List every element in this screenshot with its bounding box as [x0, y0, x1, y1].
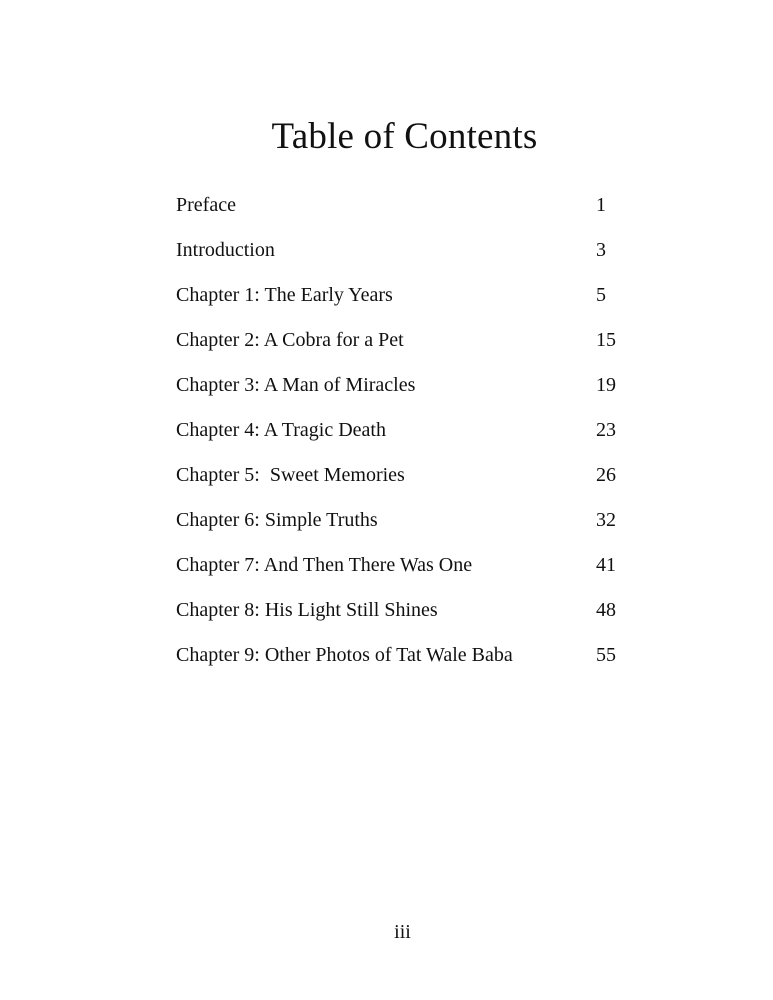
toc-entry-chapter-4	[176, 415, 636, 460]
toc-entry-label: Chapter 9: Other Photos of Tat Wale Baba	[176, 644, 513, 666]
page-title: Table of Contents	[271, 116, 538, 157]
toc-entry-chapter-9	[176, 640, 636, 685]
toc-entry-page: 15	[596, 329, 616, 351]
toc-entry-label: Chapter 1: The Early Years	[176, 284, 393, 306]
toc-entry-chapter-3	[176, 370, 636, 415]
toc-entry-label: Chapter 8: His Light Still Shines	[176, 599, 438, 621]
toc-entry-label: Chapter 2: A Cobra for a Pet	[176, 329, 404, 351]
toc-entry-introduction	[176, 235, 636, 280]
toc-entry-page: 55	[596, 644, 616, 666]
toc-entry-page: 3	[596, 239, 606, 261]
toc-entry-label: Chapter 6: Simple Truths	[176, 509, 378, 531]
table-of-contents	[176, 190, 636, 685]
toc-entry-label: Chapter 3: A Man of Miracles	[176, 374, 416, 396]
toc-entry-chapter-2	[176, 325, 636, 370]
toc-entry-page: 23	[596, 419, 616, 441]
toc-entry-preface	[176, 190, 636, 235]
toc-entry-chapter-1	[176, 280, 636, 325]
toc-entry-page: 32	[596, 509, 616, 531]
toc-entry-label: Chapter 4: A Tragic Death	[176, 419, 386, 441]
toc-entry-page: 41	[596, 554, 616, 576]
toc-entry-chapter-6	[176, 505, 636, 550]
toc-entry-page: 5	[596, 284, 606, 306]
toc-entry-label: Chapter 5: Sweet Memories	[176, 464, 405, 486]
toc-entry-label: Chapter 7: And Then There Was One	[176, 554, 473, 576]
toc-entry-chapter-7	[176, 550, 636, 595]
toc-entry-chapter-5	[176, 460, 636, 505]
page-number: iii	[394, 921, 411, 943]
toc-entry-label: Introduction	[176, 239, 275, 261]
toc-entry-page: 26	[596, 464, 616, 486]
toc-entry-page: 1	[596, 194, 606, 216]
toc-entry-page: 19	[596, 374, 616, 396]
toc-entry-label: Preface	[176, 194, 236, 216]
toc-entry-chapter-8	[176, 595, 636, 640]
toc-entry-page: 48	[596, 599, 616, 621]
